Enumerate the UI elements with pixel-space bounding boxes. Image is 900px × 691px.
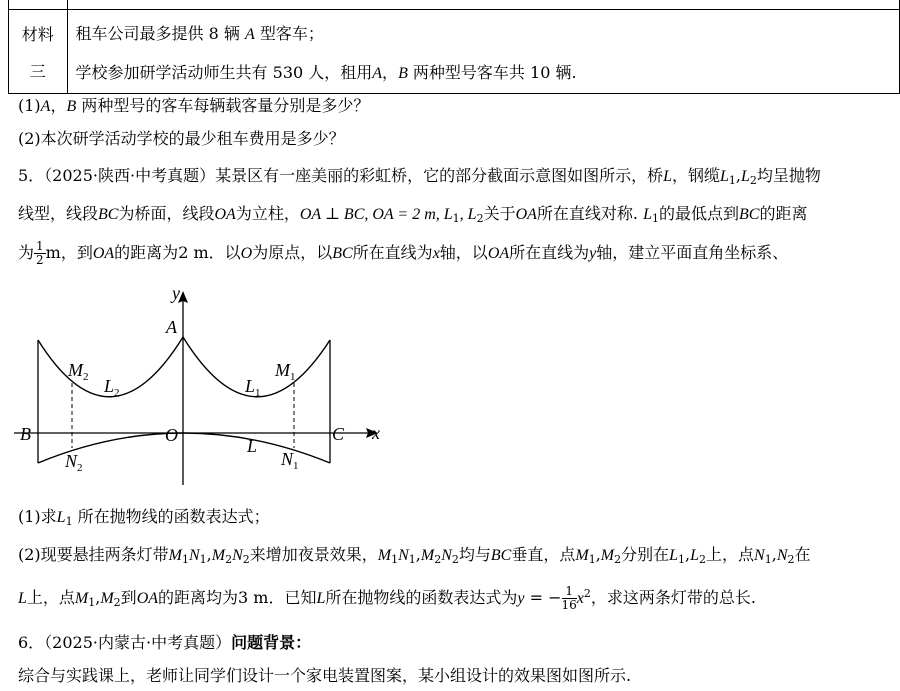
label-N1: $N_1$ xyxy=(281,449,299,472)
label-C: C xyxy=(332,424,345,444)
fraction-half: $\frac{1}{2}$ xyxy=(36,239,44,267)
q5-part2-line2: L上，点$M_1,M_2$到OA的距离均为3 m．已知L所在抛物线的函数表达式为y = − $\frac{1}{16}$ $x^2$，求这两条灯带的总长. xyxy=(18,584,756,612)
material-label-line1: 材料 xyxy=(21,24,54,44)
material-line1: 租车公司最多提供 8 辆 A 型客车； xyxy=(75,23,324,43)
table-top-cell-right xyxy=(67,0,899,10)
material-label-line2: 三 xyxy=(29,61,46,81)
material-table xyxy=(8,0,900,94)
q5-part2-line1: (2)现要悬挂两条灯带$M_1N_1,M_2N_2$来增加夜景效果，$M_1N_1,M_2N_2$均与BC垂直，点$M_1,M_2$分别在$L_1,L_2$上，点$N_1,N_2$在 xyxy=(18,545,811,566)
label-M2: $M_2$ xyxy=(68,360,89,383)
material-label-cell xyxy=(9,10,68,94)
label-x: x xyxy=(372,423,380,443)
label-L2: $L_2$ xyxy=(104,376,120,399)
label-y: y xyxy=(172,285,180,303)
label-N2: $N_2$ xyxy=(65,451,83,474)
q5-part1: (1)求$L_1$ 所在抛物线的函数表达式； xyxy=(18,507,270,528)
q5-intro-line3: 为 $\frac{1}{2}$ m，到OA的距离为2 m．以O为原点，以BC所在直线为x轴，以OA所在直线为y轴，建立平面直角坐标系、 xyxy=(18,239,789,267)
label-M1: $M_1$ xyxy=(275,360,296,383)
bridge-diagram xyxy=(10,285,390,495)
table-top-cell-left xyxy=(9,0,68,10)
label-A: A xyxy=(166,317,177,337)
label-B: B xyxy=(20,424,31,444)
q4-part2: (2)本次研学活动学校的最少租车费用是多少？ xyxy=(18,129,345,148)
q5-intro-line1: 5．（2025·陕西·中考真题）某景区有一座美丽的彩虹桥，它的部分截面示意图如图所示，桥L，钢缆$L_1,L_2$均呈抛物 xyxy=(18,166,821,187)
q6-heading: 6．（2025·内蒙古·中考真题）问题背景： xyxy=(18,633,312,652)
label-O: O xyxy=(165,425,178,445)
q6-line1: 综合与实践课上，老师让同学们设计一个家电装置图案，某小组设计的效果图如图所示. xyxy=(18,666,632,685)
material-line2: 学校参加研学活动师生共有 530 人，租用A，B 两种型号客车共 10 辆. xyxy=(75,62,577,82)
q4-part1: (1)A，B 两种型号的客车每辆载客量分别是多少？ xyxy=(18,96,370,115)
material-content-cell xyxy=(67,10,899,94)
label-L: L xyxy=(247,436,258,456)
q5-intro-line2: 线型，线段BC为桥面，线段OA为立柱，OA ⊥ BC, OA = 2 m, $L_1$, $L_2$关于OA所在直线对称. $L_1$的最低点到BC的距离 xyxy=(18,204,808,225)
fraction-1-16: $\frac{1}{16}$ xyxy=(561,584,577,612)
label-L1: $L_1$ xyxy=(245,376,261,399)
